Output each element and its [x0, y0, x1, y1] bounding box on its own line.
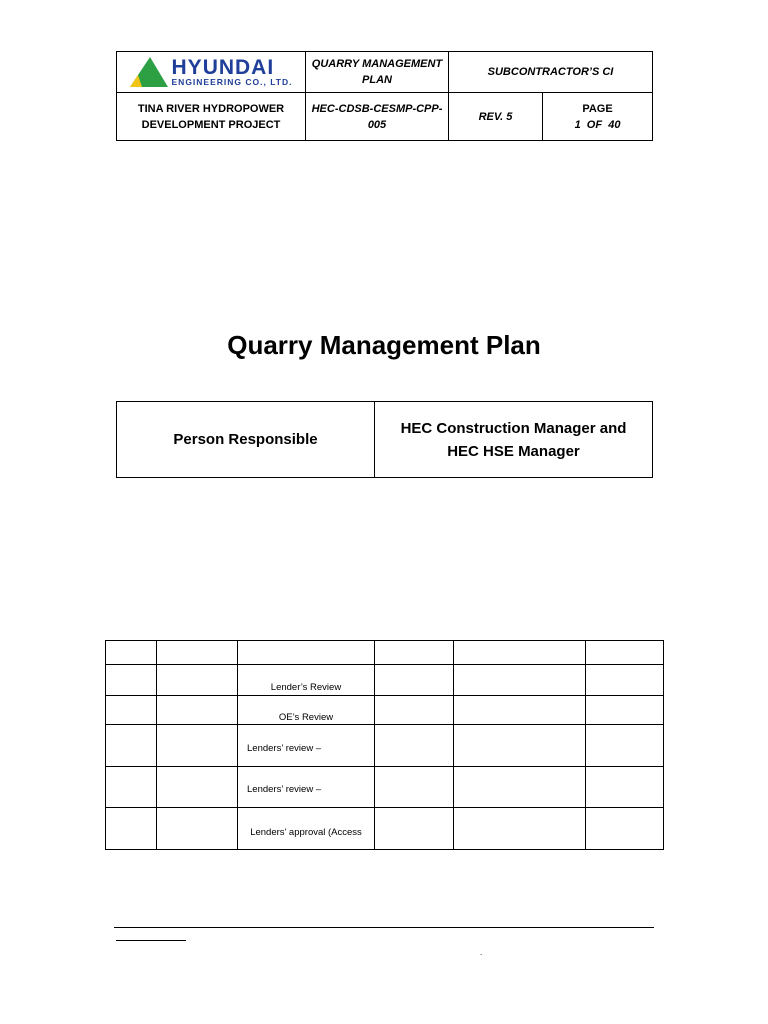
- footer-mark: .: [480, 948, 483, 957]
- table-header-row: [106, 641, 664, 665]
- table-row: [106, 725, 664, 767]
- revision-cell: REV. 5: [449, 93, 543, 141]
- table-row: [106, 696, 664, 725]
- doc-number-cell: HEC-CDSB-CESMP-CPP-005: [306, 93, 449, 141]
- header-cell: [375, 641, 454, 665]
- revision-note: Lenders’ review –: [238, 767, 375, 808]
- header-cell: [454, 641, 586, 665]
- logo-cell: [117, 52, 306, 93]
- triangle-logo-icon: [130, 57, 168, 87]
- table-row: [106, 808, 664, 850]
- header-cell: [238, 641, 375, 665]
- table-row: [106, 665, 664, 696]
- logo-bottom-text: ENGINEERING CO., LTD.: [171, 76, 293, 87]
- page-title: Quarry Management Plan: [227, 330, 541, 360]
- revision-note: Lender’s Review: [238, 665, 375, 696]
- project-cell: TINA RIVER HYDROPOWER DEVELOPMENT PROJECT: [117, 93, 306, 141]
- responsible-table: [116, 401, 653, 478]
- page-value: 1 OF 40: [574, 118, 621, 131]
- header-cell: [106, 641, 157, 665]
- revision-note: Lenders’ review –: [238, 725, 375, 767]
- hyundai-logo: [121, 57, 301, 87]
- footer-divider: [114, 927, 654, 928]
- subcontractor-cell: SUBCONTRACTOR’S CI: [449, 52, 653, 93]
- revision-note: OE’s Review: [238, 696, 375, 725]
- table-row: [106, 767, 664, 808]
- responsible-label: Person Responsible: [117, 402, 375, 478]
- document-header-table: [116, 51, 653, 141]
- responsible-value: HEC Construction Manager and HEC HSE Manager: [375, 402, 653, 478]
- footnote-rule: [116, 940, 186, 941]
- revision-table: [105, 640, 664, 850]
- header-cell: [586, 641, 664, 665]
- page-label: PAGE: [582, 102, 613, 115]
- revision-note: Lenders’ approval (Access: [238, 808, 375, 850]
- header-cell: [157, 641, 238, 665]
- doc-title-cell: QUARRY MANAGEMENT PLAN: [306, 52, 449, 93]
- page-cell: [543, 93, 653, 141]
- logo-top-text: HYUNDAI: [171, 55, 275, 79]
